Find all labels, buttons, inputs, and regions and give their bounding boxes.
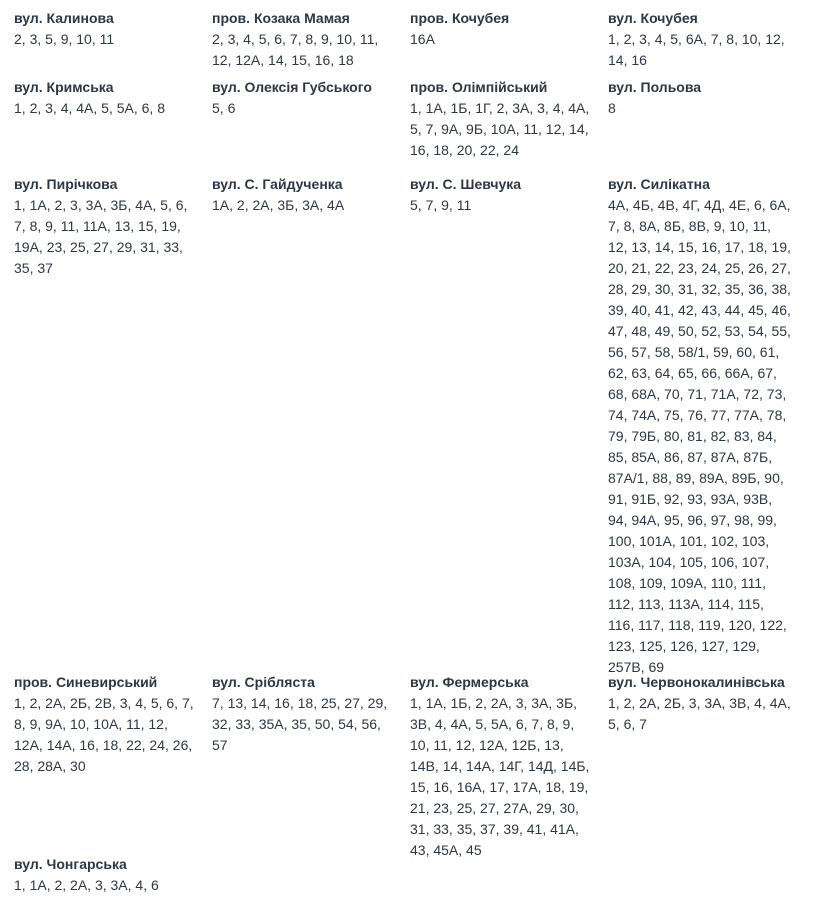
street-name: вул. Кочубея — [608, 10, 698, 26]
street-name: пров. Кочубея — [410, 10, 510, 26]
house-numbers: 8 — [608, 100, 616, 116]
street-name: вул. Силікатна — [608, 176, 710, 192]
street-name: вул. Фермерська — [410, 674, 529, 690]
street-entry — [212, 8, 410, 71]
house-numbers: 1, 1А, 1Б, 1Г, 2, 3А, 3, 4, 4А, 5, 7, 9А, 9Б, 10А, 11, 12, 14, 16, 18, 20, 22, 24 — [410, 100, 590, 158]
street-name: вул. С. Гайдученка — [212, 176, 343, 192]
house-numbers: 1, 1А, 1Б, 2, 2А, 3, 3А, 3Б, 3В, 4, 4А, 5, 5А, 6, 7, 8, 9, 10, 11, 12, 12А, 12Б, 13, 14В, 14, 14А, 14Г, 14Д, 14Б, 15, 16, 16А, 17, 17А, 18, 19, 21, 23, 25, 27, 27А, 29, 30, 31, 33, 35, 37, 39, 41, 41А, 43, 45А, 45 — [410, 695, 590, 858]
house-numbers: 1, 2, 3, 4, 4А, 5, 5А, 6, 8 — [14, 100, 165, 116]
street-name: вул. Пирічкова — [14, 176, 118, 192]
street-entry — [14, 77, 212, 119]
house-numbers: 5, 6 — [212, 100, 236, 116]
street-row — [0, 77, 813, 174]
street-row — [0, 672, 813, 858]
street-entry — [14, 174, 212, 279]
street-entry — [212, 77, 410, 119]
house-numbers: 1, 2, 2А, 2Б, 2В, 3, 4, 5, 6, 7, 8, 9, 9А, 10, 10А, 11, 12, 12А, 14А, 16, 18, 22, 24, 26, 28, 28А, 30 — [14, 695, 194, 774]
street-entry — [410, 672, 608, 861]
street-entry — [410, 8, 608, 50]
house-numbers: 1, 1А, 2, 3, 3А, 3Б, 4А, 5, 6, 7, 8, 9, 11, 11А, 13, 15, 19, 19А, 23, 25, 27, 29, 31, 33, 35, 37 — [14, 197, 188, 276]
house-numbers: 5, 7, 9, 11 — [410, 197, 472, 213]
street-entry — [14, 8, 212, 50]
street-name: пров. Олімпійський — [410, 79, 548, 95]
house-numbers: 7, 13, 14, 16, 18, 25, 27, 29, 32, 33, 35А, 35, 50, 54, 56, 57 — [212, 695, 388, 753]
street-name: вул. Срібляста — [212, 674, 315, 690]
street-row — [0, 0, 813, 77]
house-numbers: 1А, 2, 2А, 3Б, 3А, 4А — [212, 197, 345, 213]
street-entry — [410, 77, 608, 161]
street-entry — [608, 8, 806, 71]
street-name: пров. Синевирський — [14, 674, 158, 690]
street-name: вул. Олексія Губського — [212, 79, 372, 95]
street-name: вул. Червонокалинівська — [608, 674, 785, 690]
house-numbers: 1, 2, 2А, 2Б, 3, 3А, 3В, 4, 4А, 5, 6, 7 — [608, 695, 791, 732]
street-entry — [608, 77, 806, 119]
house-numbers: 2, 3, 4, 5, 6, 7, 8, 9, 10, 11, 12, 12А, 14, 15, 16, 18 — [212, 31, 379, 68]
street-name: пров. Козака Мамая — [212, 10, 350, 26]
house-numbers: 16А — [410, 31, 435, 47]
house-numbers: 4А, 4Б, 4В, 4Г, 4Д, 4Е, 6, 6А, 7, 8, 8А, 8Б, 8В, 9, 10, 11, 12, 13, 14, 15, 16, 17, 18, 19, 20, 21, 22, 23, 24, 25, 26, 27, 28, 29, 30, 31, 32, 35, 36, 38, 39, 40, 41, 42, 43, 44, 45, 46, 47, 48, 49, 50, 52, 53, 54, 55, 56, 57, 58, 58/1, 59, 60, 61, 62, 63, 64, 65, 66, 66А, 67, 68, 68А, 70, 71, 71А, 72, 73, 74, 74А, 75, 76, 77, 77А, 78, 79, 79Б, 80, 81, 82, 83, 84, 85, 85А, 86, 87, 87А, 87Б, 87А/1, 88, 89, 89А, 89Б, 90, 91, 91Б, 92, 93, 93А, 93В, 94, 94А, 95, 96, 97, 98, 99, 100, 101А, 101, 102, 103, 103А, 104, 105, 106, 107, 108, 109, 109А, 110, 111, 112, 113, 113А, 114, 115, 116, 117, 118, 119, 120, 122, 123, 125, 126, 127, 129, 257В, 69 — [608, 197, 791, 675]
street-entry — [212, 174, 410, 216]
street-name: вул. С. Шевчука — [410, 176, 522, 192]
street-entry — [212, 672, 410, 756]
street-entry — [14, 854, 212, 896]
street-row — [0, 854, 813, 894]
street-entry — [608, 672, 806, 735]
street-row — [0, 174, 813, 675]
house-numbers: 2, 3, 5, 9, 10, 11 — [14, 31, 115, 47]
street-name: вул. Польова — [608, 79, 702, 95]
house-numbers: 1, 2, 3, 4, 5, 6А, 7, 8, 10, 12, 14, 16 — [608, 31, 785, 68]
street-name: вул. Кримська — [14, 79, 114, 95]
street-name: вул. Чонгарська — [14, 856, 127, 872]
street-entry — [14, 672, 212, 777]
street-entry — [608, 174, 806, 678]
house-numbers: 1, 1А, 2, 2А, 3, 3А, 4, 6 — [14, 877, 159, 893]
street-name: вул. Калинова — [14, 10, 114, 26]
street-entry — [410, 174, 608, 216]
